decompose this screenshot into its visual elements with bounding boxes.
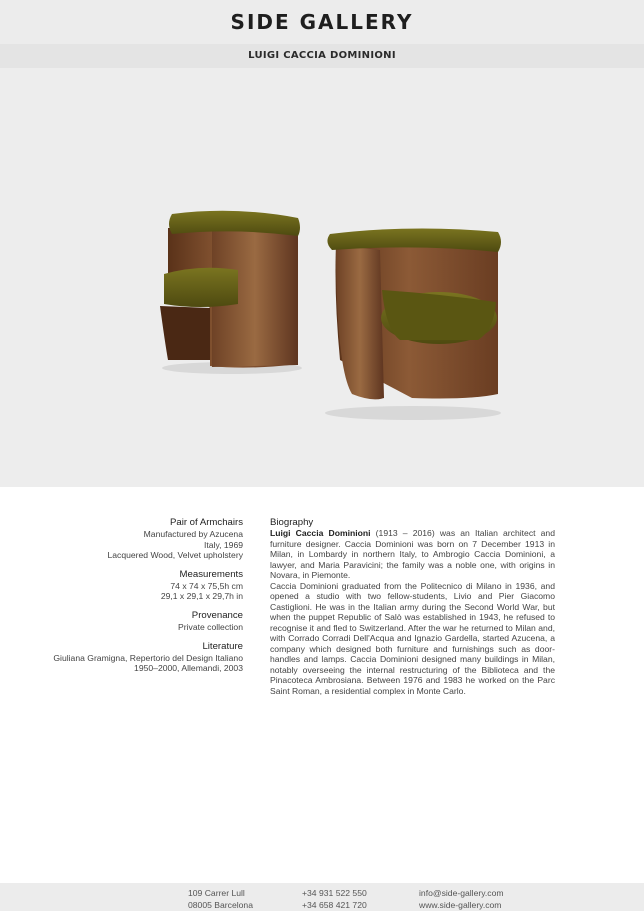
biography-text: (1913 – 2016) was an Italian architect and furniture designer. Caccia Dominioni was born on 7 December 1913 in Milan, in Lombardy in northern Italy, to Ambrogio Caccia Dominioni, a lawyer, and Maria Paravicini; the family was a noble one, with origins in Novara, in Piemonte. <box>270 528 555 580</box>
armchair-left <box>160 211 300 368</box>
provenance-section <box>20 610 243 633</box>
armchair-right <box>327 228 501 399</box>
provenance-line: Private collection <box>178 621 243 632</box>
measurements-line: 74 x 74 x 75,5h cm <box>170 580 243 591</box>
details-heading: Pair of Armchairs <box>169 517 243 528</box>
literature-section <box>20 641 243 674</box>
literature-line: Giuliana Gramigna, Repertorio del Design Italiano <box>53 652 243 663</box>
brand-logo: SIDE GALLERY <box>230 10 414 34</box>
details-line: Lacquered Wood, Velvet upholstery <box>107 550 243 561</box>
phone-number[interactable]: +34 658 421 720 <box>302 899 367 910</box>
footer-phones <box>302 888 367 911</box>
provenance-heading: Provenance <box>191 609 243 621</box>
footer-contact <box>419 888 504 911</box>
details-section <box>20 517 243 561</box>
details-line: Manufactured by Azucena <box>143 529 243 539</box>
literature-heading: Literature <box>202 640 243 652</box>
armchairs-image <box>0 68 644 487</box>
biography-heading: Biography <box>270 517 314 528</box>
phone-number[interactable]: +34 931 522 550 <box>302 888 367 898</box>
address-line: 08005 Barcelona <box>188 899 253 910</box>
biography-paragraph-2: Caccia Dominioni graduated from the Politecnico di Milano in 1936, and opened a studio with two fellow-students, Livio and Pier Giacomo Castiglioni. He was in the Italian army during the Second World War, but when the puppet Republic of Salò was established in 1943, he refused to recognise it and fled to Switzerland. After the war he returned to Milan and, with Corrado Corradi Dell'Acqua and Ignazio Gardella, started Azucena, a company which designed both furniture and furnishings such as door-handles and lamps. Caccia Dominioni designed many buildings in Milan, notably overseeing the internal restructuring of the Biblioteca and the Pinacoteca Ambrosiana. Between 1976 and 1983 he worked on the Parc Saint Roman, a residential complex in Monte Carlo. <box>270 580 555 696</box>
footer-address <box>188 888 253 911</box>
biography-column <box>270 517 555 696</box>
literature-line: 1950–2000, Allemandi, 2003 <box>134 663 243 674</box>
details-column <box>20 517 243 682</box>
product-photo <box>0 68 644 487</box>
measurements-line: 29,1 x 29,1 x 29,7h in <box>160 591 243 602</box>
measurements-heading: Measurements <box>179 568 243 580</box>
designer-name: LUIGI CACCIA DOMINIONI <box>248 50 396 61</box>
details-line: Italy, 1969 <box>203 539 243 550</box>
address-line: 109 Carrer Lull <box>188 888 245 898</box>
measurements-section <box>20 569 243 602</box>
biography-name: Luigi Caccia Dominioni <box>270 528 371 538</box>
website-link[interactable]: www.side-gallery.com <box>419 899 502 910</box>
biography-paragraph <box>270 528 555 581</box>
email-link[interactable]: info@side-gallery.com <box>419 888 504 898</box>
